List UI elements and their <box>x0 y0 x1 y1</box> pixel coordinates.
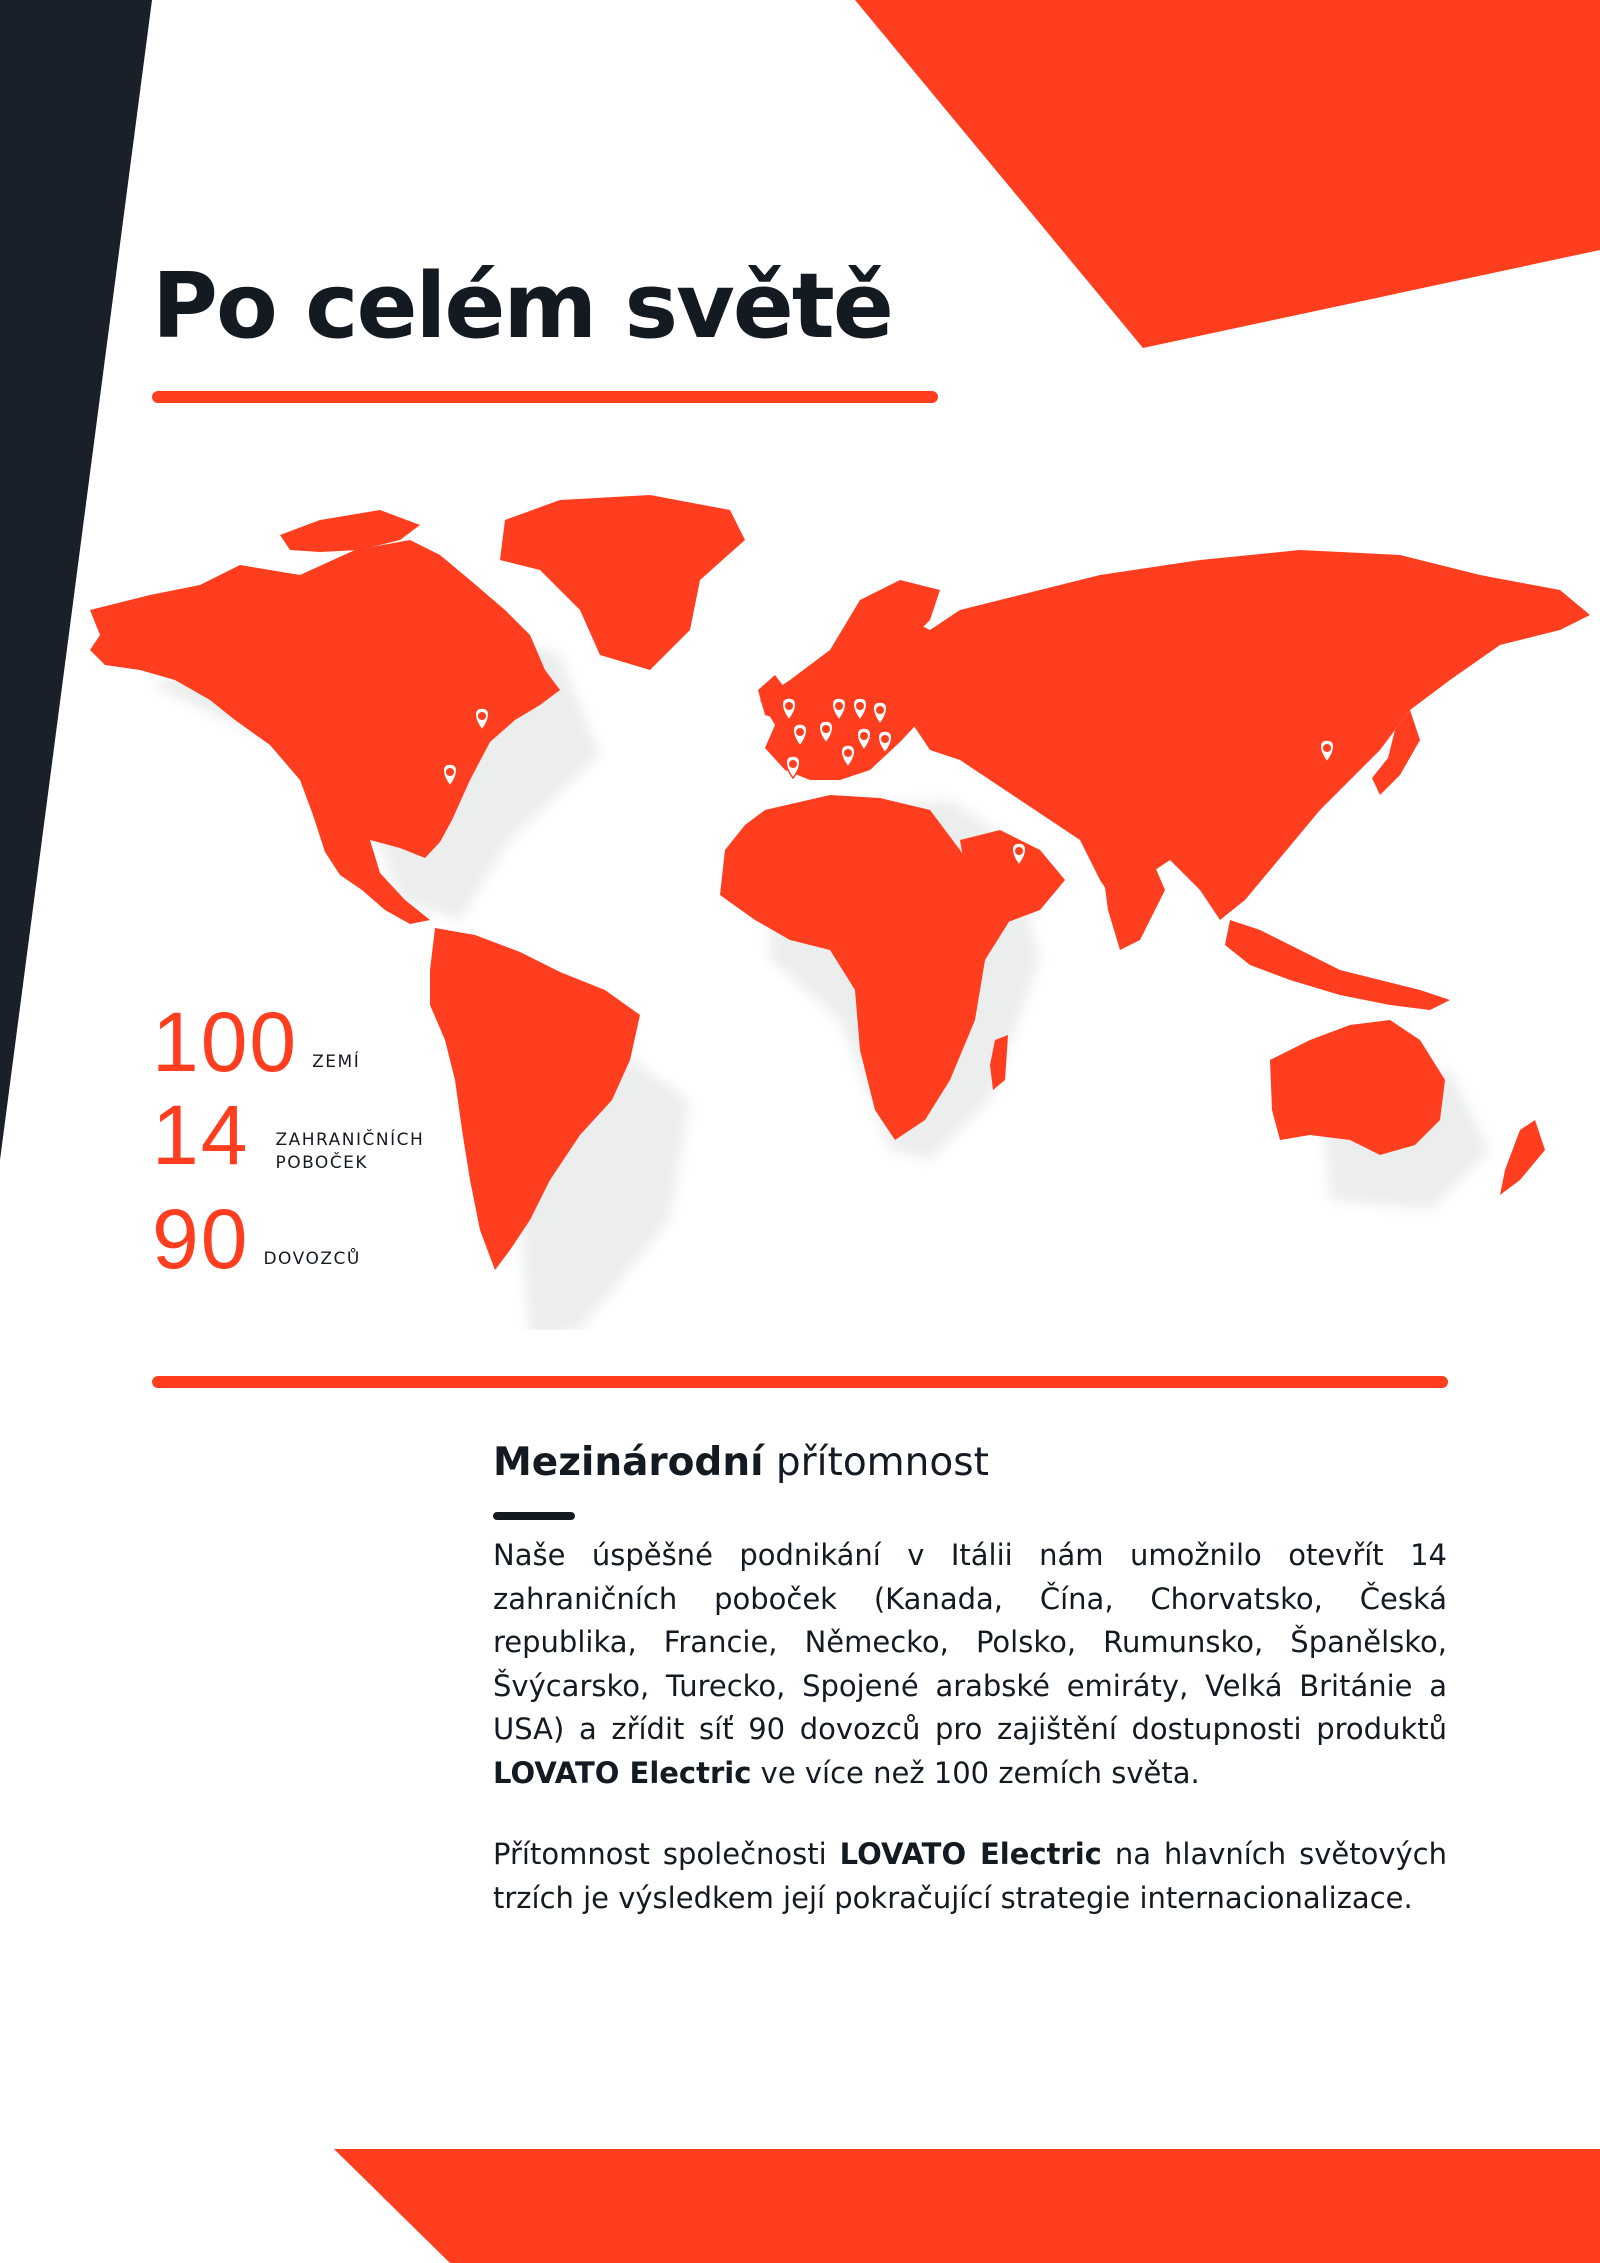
paragraph-text: ve více než 100 zemích světa. <box>751 1755 1200 1790</box>
top-right-orange-shape <box>855 0 1600 348</box>
bottom-orange-band <box>334 2149 1600 2263</box>
paragraph-text: Přítomnost společnosti <box>493 1837 840 1871</box>
stat-label <box>275 1129 424 1175</box>
body-paragraph-2 <box>493 1833 1447 1920</box>
heading-underline <box>493 1512 575 1520</box>
southeast-asia-shape <box>1225 920 1450 1010</box>
stat-value: 14 <box>152 1088 250 1182</box>
paragraph-text: na hlavních světových trzích je výsledkem její pokračující strategie internacionalizace. <box>493 1837 1447 1915</box>
brand-name: LOVATO Electric <box>839 1837 1102 1871</box>
stat-branches <box>152 1088 425 1182</box>
title-underline <box>152 391 938 403</box>
new-zealand-shape <box>1500 1120 1545 1195</box>
stat-label-line: ZEMÍ <box>312 1052 361 1073</box>
section-divider <box>152 1376 1448 1388</box>
stat-label <box>312 1051 360 1074</box>
greenland-shape <box>500 495 745 670</box>
australia-shape <box>1270 1020 1445 1155</box>
body-paragraph-1 <box>493 1534 1447 1795</box>
bottom-decor <box>0 2140 1600 2263</box>
section-heading <box>493 1440 989 1485</box>
stat-importers <box>152 1192 361 1286</box>
stat-value: 100 <box>152 995 299 1089</box>
page-title: Po celém světě <box>152 254 892 359</box>
stat-label <box>263 1248 360 1271</box>
stat-label-line: ZAHRANIČNÍCH <box>275 1130 425 1151</box>
brand-name: LOVATO Electric <box>493 1755 752 1790</box>
section-heading-bold: Mezinárodní <box>493 1440 764 1485</box>
section-heading-rest: přítomnost <box>763 1440 989 1485</box>
stat-value: 90 <box>152 1192 250 1286</box>
paragraph-text: Naše úspěšné podnikání v Itálii nám umožnilo otevřít 14 zahraničních poboček (Kanada, Čína, Chorvatsko, Česká republika, Francie, Německo, Polsko, Rumunsko, Španělsko, Švýcarsko, Turecko, Spojené arabské emiráty, Velká Británie a USA) a zřídit síť 90 dovozců pro zajištění dostupnosti produktů <box>493 1538 1447 1746</box>
stat-label-line: DOVOZCŮ <box>263 1249 361 1270</box>
stat-countries <box>152 995 361 1089</box>
stat-label-line: POBOČEK <box>275 1153 369 1174</box>
